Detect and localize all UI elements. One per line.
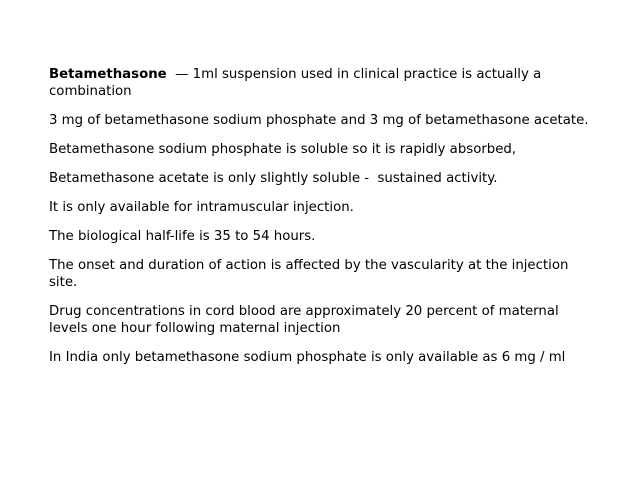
paragraph-composition: 3 mg of betamethasone sodium phosphate and 3 mg of betamethasone acetate. [49,113,589,128]
paragraph-phosphate-soluble: Betamethasone sodium phosphate is soluble so it is rapidly absorbed, [49,142,517,157]
paragraph-betamethasone-intro [49,66,589,100]
paragraph-india-availability: In India only betamethasone sodium phosphate is only available as 6 mg / ml [49,350,566,365]
slide-body [49,66,589,378]
paragraph-cord-blood: Drug concentrations in cord blood are approximately 20 percent of maternal levels one hour following maternal injection [49,304,559,336]
paragraph-onset-duration: The onset and duration of action is affected by the vascularity at the injection site. [49,258,569,290]
paragraph-half-life: The biological half-life is 35 to 54 hours. [49,229,316,244]
paragraph-route: It is only available for intramuscular injection. [49,200,354,215]
paragraph-acetate-sustained: Betamethasone acetate is only slightly soluble - sustained activity. [49,171,498,186]
bold-term: Betamethasone [49,67,167,82]
paragraph-text: — 1ml suspension used in clinical practice is actually a combination [49,67,546,99]
